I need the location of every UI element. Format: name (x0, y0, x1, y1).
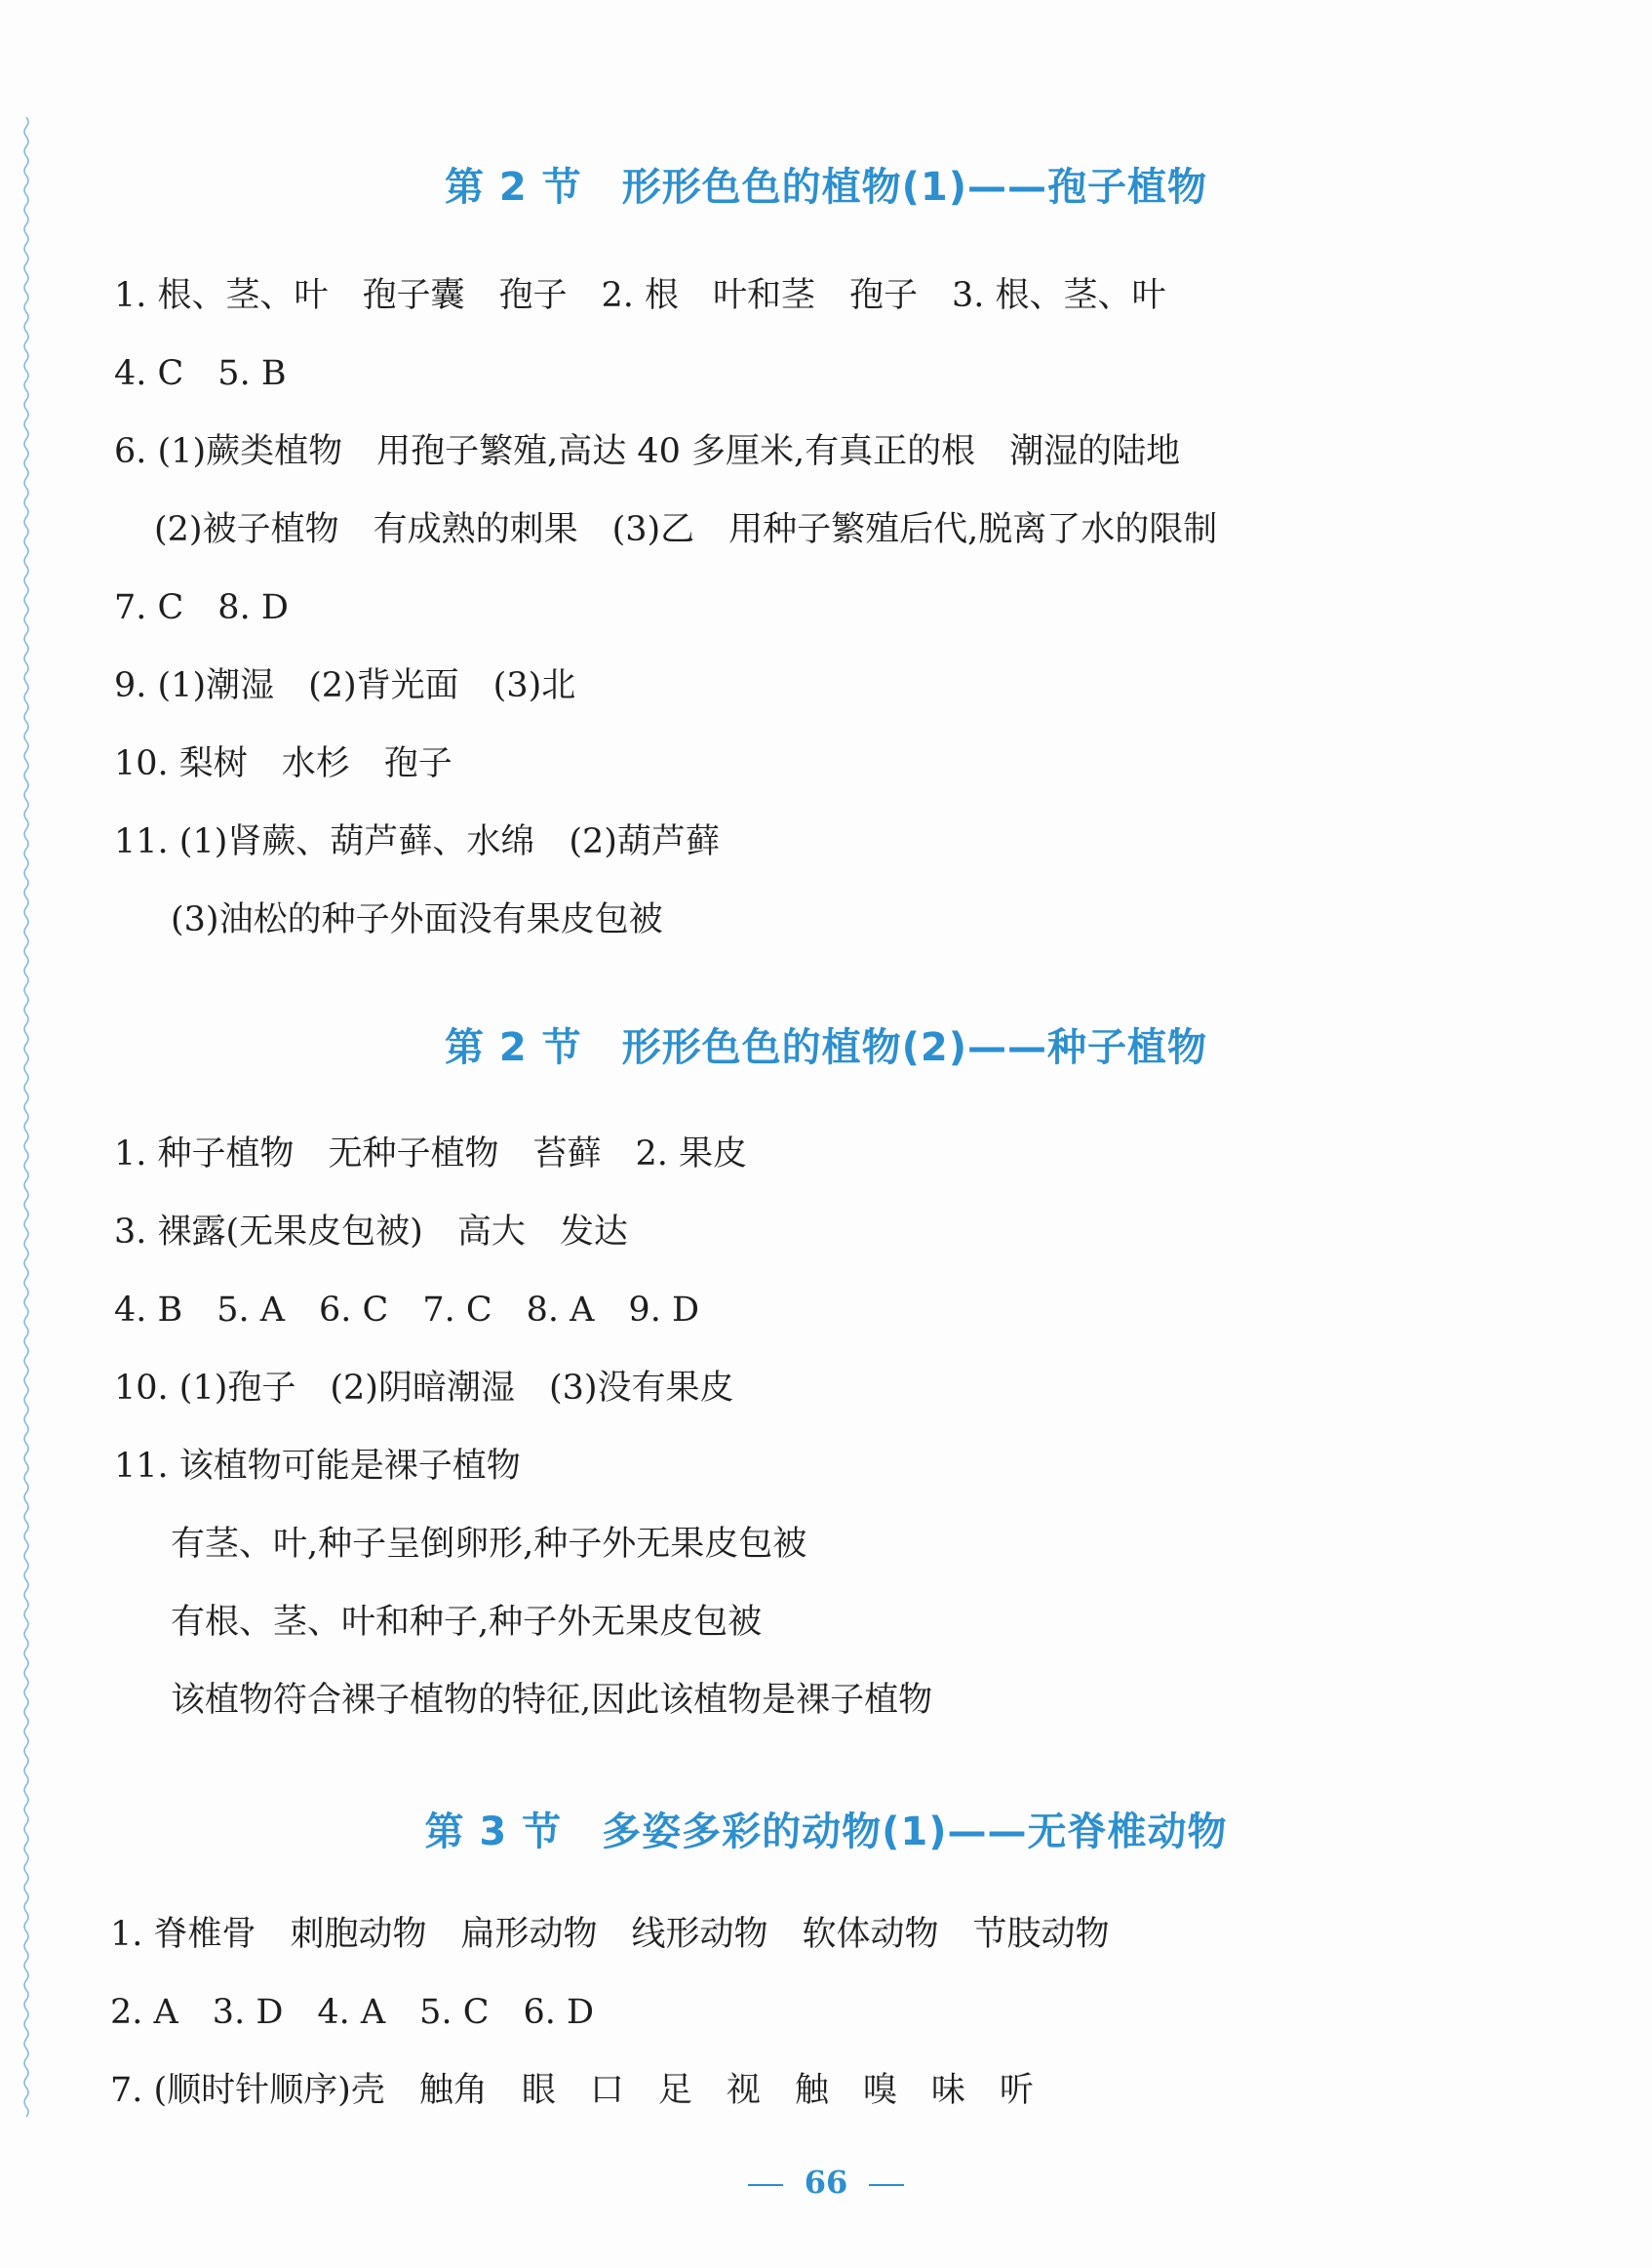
answer-line: (3)油松的种子外面没有果皮包被 (171, 900, 663, 939)
answer-line: 7. (顺时针顺序)壳 触角 眼 口 足 视 触 嗅 味 听 (110, 2071, 1034, 2110)
section-heading-3: 第 3 节 多姿多彩的动物(1)——无脊椎动物 (424, 1810, 1228, 1854)
answer-line: 10. 梨树 水杉 孢子 (114, 744, 452, 783)
answer-line: 4. B 5. A 6. C 7. C 8. A 9. D (114, 1291, 700, 1330)
answer-line: 11. (1)肾蕨、葫芦藓、水绵 (2)葫芦藓 (114, 822, 720, 861)
answer-line: 4. C 5. B (114, 354, 287, 393)
answer-line: 11. 该植物可能是裸子植物 (114, 1447, 521, 1486)
section-heading-2: 第 2 节 形形色色的植物(2)——种子植物 (444, 1025, 1208, 1070)
answer-line: 6. (1)蕨类植物 用孢子繁殖,高达 40 多厘米,有真正的根 潮湿的陆地 (114, 432, 1181, 471)
answer-line: 1. 脊椎骨 刺胞动物 扁形动物 线形动物 软体动物 节肢动物 (110, 1915, 1110, 1954)
answer-line: 3. 裸露(无果皮包被) 高大 发达 (114, 1213, 628, 1252)
answer-line: 10. (1)孢子 (2)阴暗潮湿 (3)没有果皮 (114, 1369, 734, 1408)
answer-line: 1. 根、茎、叶 孢子囊 孢子 2. 根 叶和茎 孢子 3. 根、茎、叶 (114, 276, 1166, 315)
page-number: 66 (804, 2164, 848, 2201)
answer-line: 1. 种子植物 无种子植物 苔藓 2. 果皮 (114, 1134, 748, 1174)
answer-line: 该植物符合裸子植物的特征,因此该植物是裸子植物 (171, 1681, 933, 1720)
answer-line: 9. (1)潮湿 (2)背光面 (3)北 (114, 666, 576, 705)
footer-dash-right (869, 2184, 904, 2186)
answer-line: 7. C 8. D (114, 588, 289, 627)
footer-dash-left (748, 2184, 783, 2186)
section-heading-1: 第 2 节 形形色色的植物(1)——孢子植物 (444, 165, 1208, 210)
answer-line: 有根、茎、叶和种子,种子外无果皮包被 (171, 1603, 763, 1642)
page-footer (0, 2164, 1652, 2201)
answer-line: 有茎、叶,种子呈倒卵形,种子外无果皮包被 (171, 1525, 807, 1564)
answer-line: 2. A 3. D 4. A 5. C 6. D (110, 1993, 595, 2032)
answer-line: (2)被子植物 有成熟的刺果 (3)乙 用种子繁殖后代,脱离了水的限制 (154, 510, 1218, 549)
